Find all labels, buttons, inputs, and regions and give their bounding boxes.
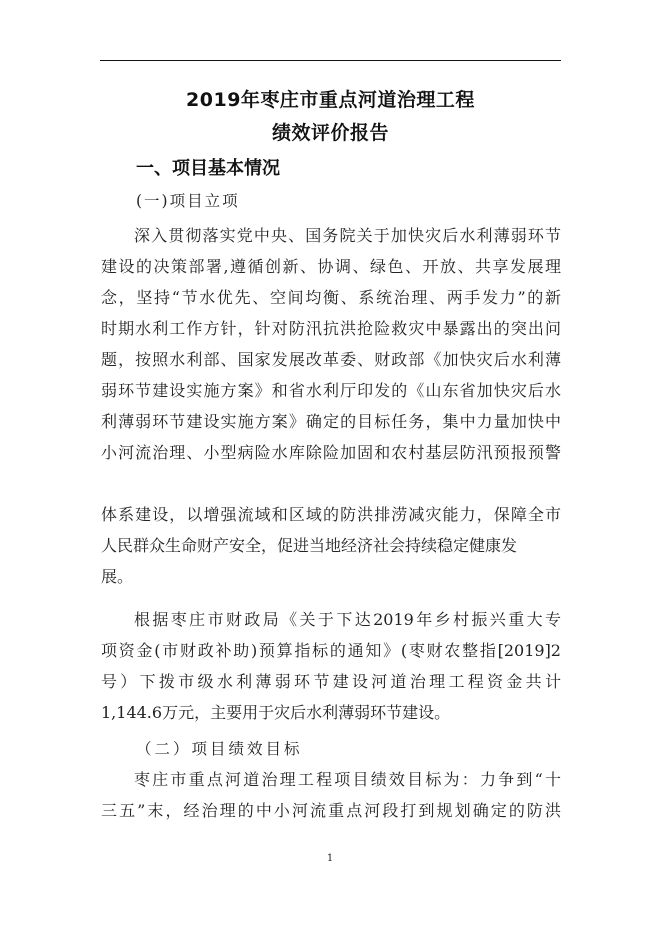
- paragraph-line: 建设的决策部署,遵循创新、协调、绿色、开放、共享发展理: [101, 257, 561, 276]
- page-number: 1: [326, 853, 334, 864]
- subsection-heading-project-approval: (一)项目立项: [136, 192, 240, 210]
- paragraph-line: 根据枣庄市财政局《关于下达2019年乡村振兴重大专: [134, 610, 561, 629]
- paragraph-line: 时期水利工作方针，针对防汛抗洪抢险救灾中暴露出的突出问: [101, 319, 561, 338]
- paragraph-line: 题，按照水利部、国家发展改革委、财政部《加快灾后水利薄: [101, 350, 561, 369]
- paragraph-line: 深入贯彻落实党中央、国务院关于加快灾后水利薄弱环节: [134, 226, 561, 245]
- paragraph-line: 1,144.6万元，主要用于灾后水利薄弱环节建设。: [101, 703, 451, 722]
- paragraph-line: 利薄弱环节建设实施方案》确定的目标任务，集中力量加快中: [101, 412, 561, 431]
- paragraph-line: 展。: [101, 567, 134, 586]
- header-rule: [100, 60, 561, 61]
- section-heading-basic-info: 一、项目基本情况: [136, 158, 280, 179]
- document-title-line-2: 绩效评价报告: [271, 122, 389, 144]
- paragraph-line: 项资金(市财政补助)预算指标的通知》(枣财农整指[2019]2: [101, 641, 561, 660]
- subsection-heading-performance-goals: （二）项目绩效目标: [136, 740, 303, 758]
- paragraph-line: 体系建设，以增强流域和区域的防洪排涝减灾能力，保障全市: [101, 505, 561, 524]
- paragraph-line: 人民群众生命财产安全，促进当地经济社会持续稳定健康发: [101, 536, 518, 555]
- paragraph-line: 小河流治理、小型病险水库除险加固和农村基层防汛预报预警: [101, 443, 561, 462]
- paragraph-line: 枣庄市重点河道治理工程项目绩效目标为：力争到“十: [134, 770, 561, 789]
- document-title-line-1: 2019年枣庄市重点河道治理工程: [186, 89, 475, 111]
- paragraph-line: 三五”末，经治理的中小河流重点河段打到规划确定的防洪: [101, 801, 561, 820]
- paragraph-line: 号）下拨市级水利薄弱环节建设河道治理工程资金共计: [101, 672, 561, 691]
- paragraph-line: 念，坚持“节水优先、空间均衡、系统治理、两手发力”的新: [101, 288, 561, 307]
- paragraph-line: 弱环节建设实施方案》和省水利厅印发的《山东省加快灾后水: [101, 381, 561, 400]
